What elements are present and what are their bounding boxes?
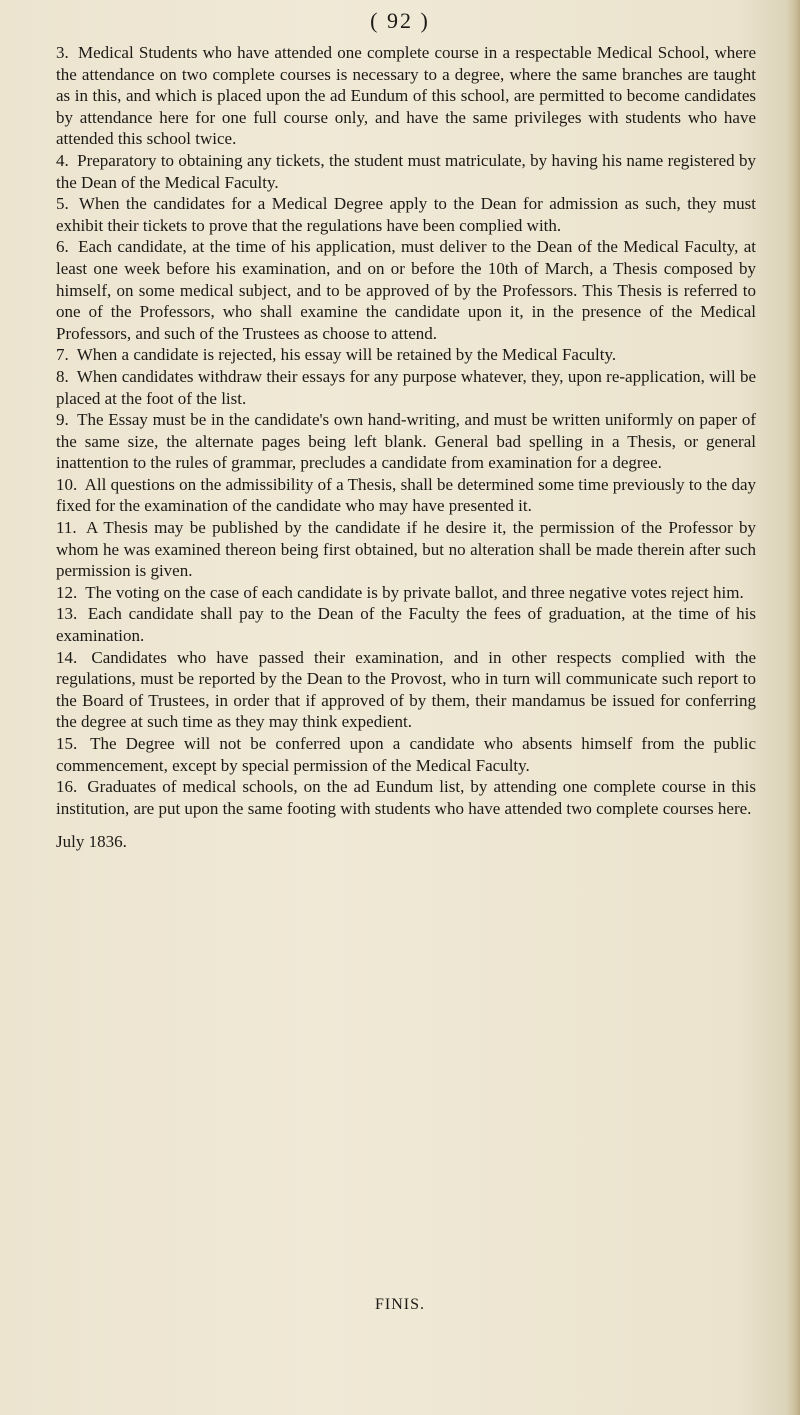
paragraph-text: Each candidate shall pay to the Dean of the Faculty the fees of graduation, at the time of his examination. [56, 604, 756, 646]
paragraph-number: 4. [56, 150, 69, 170]
paragraph-5 [56, 193, 756, 236]
paragraph-text: The voting on the case of each candidate is by private ballot, and three negative votes reject him. [85, 582, 744, 602]
paragraph-number: 10. [56, 474, 78, 494]
paragraph-13 [56, 603, 756, 646]
paragraph-text: Graduates of medical schools, on the ad Eundum list, by attending one complete course in this institution, are put upon the same footing with students who have attended two complete courses here. [56, 777, 756, 818]
paragraph-10 [56, 474, 756, 517]
paragraph-number: 8. [56, 366, 69, 386]
paragraph-text: Candidates who have passed their examination, and in other respects complied with the regulations, must be reported by the Dean to the Provost, who in turn will communicate such report to the Board of Trustees, in order that if approved of by them, their mandamus be issued for conferring the degree at such time as they may think expedient. [56, 647, 756, 732]
paragraph-text: When the candidates for a Medical Degree apply to the Dean for admission as such, they must exhibit their tickets to prove that the regulations have been complied with. [56, 194, 756, 235]
paragraph-number: 16. [56, 777, 78, 797]
paragraph-text: The Essay must be in the candidate's own hand-writing, and must be written uniformly on paper of the same size, the alternate pages being left blank. General bad spelling in a Thesis, or general inattention to the rules of grammar, precludes a candidate from examination for a degree. [56, 410, 756, 473]
paragraph-text: Each candidate, at the time of his application, must deliver to the Dean of the Medical Faculty, at least one week before his examination, and on or before the 10th of March, a Thesis composed by himself, on some medical subject, and to be approved of by the Professors. This Thesis is referred to one of the Professors, who shall examine the candidate upon it, in the presence of the Medical Professors, and such of the Trustees as choose to attend. [56, 237, 757, 343]
paragraph-text: When candidates withdraw their essays for any purpose whatever, they, upon re-application, will be placed at the foot of the list. [56, 366, 756, 408]
paragraph-8 [56, 366, 756, 409]
paragraph-number: 3. [56, 43, 69, 62]
paragraph-11 [56, 517, 756, 582]
paragraph-number: 15. [56, 734, 78, 753]
paragraph-text: All questions on the admissibility of a Thesis, shall be determined some time previously to the day fixed for the examination of the candidate who may have presented it. [56, 474, 757, 516]
paragraph-3 [56, 42, 756, 150]
paragraph-number: 13. [56, 604, 78, 624]
paragraph-text: The Degree will not be conferred upon a candidate who absents himself from the public commencement, except by special permission of the Medical Faculty. [56, 734, 756, 775]
paragraph-number: 11. [56, 518, 77, 538]
paragraph-text: Preparatory to obtaining any tickets, the student must matriculate, by having his name registered by the Dean of the Medical Faculty. [56, 150, 757, 192]
paragraph-number: 9. [56, 410, 69, 430]
paragraph-text: A Thesis may be published by the candidate if he desire it, the permission of the Professor by whom he was examined thereon being first obtained, but no alteration shall be made therein after such permission is given. [56, 518, 756, 581]
page-edge-shadow [786, 0, 800, 1415]
paragraph-14 [56, 647, 756, 733]
paragraph-16 [56, 776, 756, 819]
finis-mark: FINIS. [374, 1296, 425, 1313]
paragraph-6 [56, 236, 756, 344]
paragraph-number: 6. [56, 237, 69, 257]
paragraph-number: 5. [56, 194, 69, 214]
paragraph-number: 7. [56, 345, 69, 365]
paragraph-number: 14. [56, 647, 78, 667]
paragraph-7 [56, 344, 756, 366]
paragraph-12 [56, 582, 756, 604]
paragraph-number: 12. [56, 582, 78, 602]
paragraph-9 [56, 409, 756, 474]
date-line: July 1836. [56, 832, 127, 852]
paragraph-text: When a candidate is rejected, his essay will be retained by the Medical Faculty. [76, 345, 617, 365]
paragraph-15 [56, 733, 756, 776]
paragraph-4 [56, 150, 756, 193]
paragraph-text: Medical Students who have attended one complete course in a respectable Medical School, where the attendance on two complete courses is necessary to a degree, where the same branches are taught as in this, and which is placed upon the ad Eundum of this school, are permitted to become candidates by attendance here for one full course only, and have the same privileges with students who have attended this school twice. [56, 43, 757, 149]
regulations-body [56, 42, 756, 853]
page-number: ( 92 ) [370, 8, 430, 33]
